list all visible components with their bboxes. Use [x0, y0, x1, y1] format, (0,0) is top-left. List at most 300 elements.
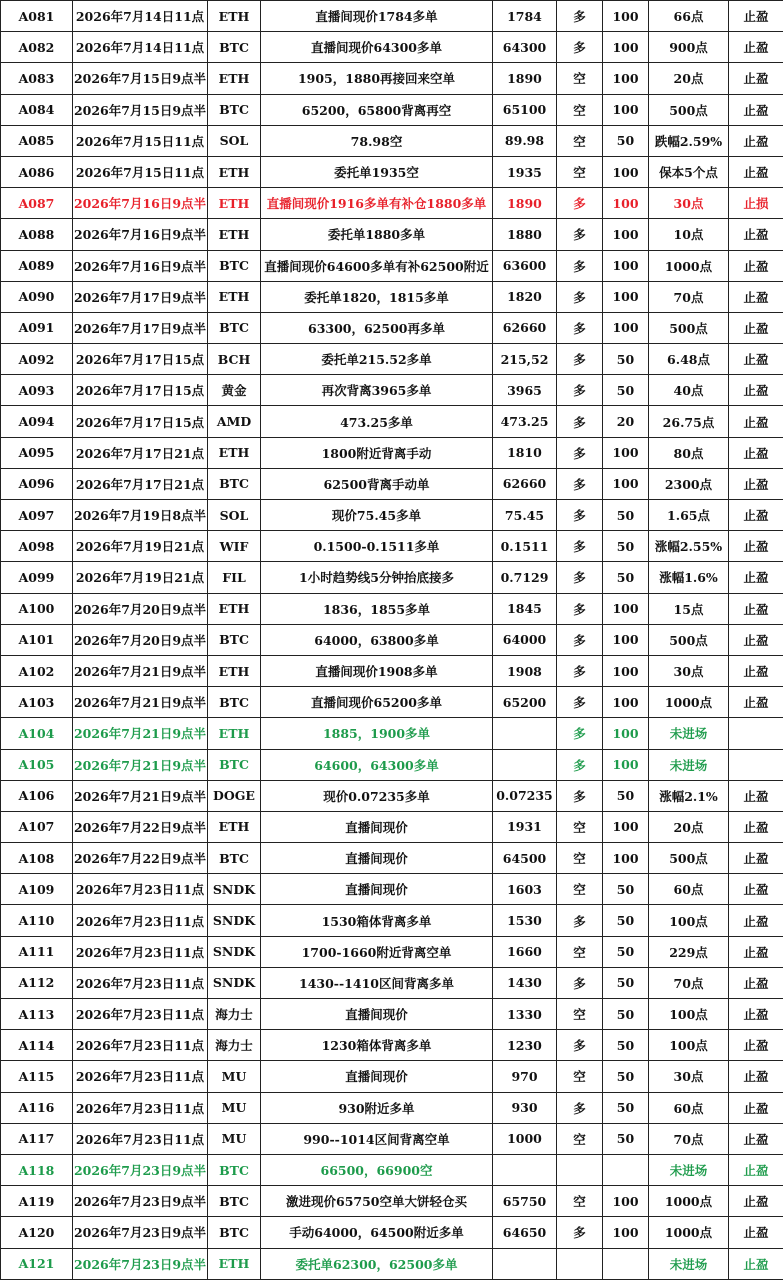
trade-result-cell: 66点: [649, 1, 729, 32]
table-row: [1, 156, 783, 187]
trade-leverage-cell: 50: [603, 936, 649, 967]
trade-price-cell: 1660: [493, 936, 557, 967]
trade-id-cell: A093: [1, 375, 73, 406]
trade-price-cell: 0.07235: [493, 780, 557, 811]
trade-time-cell: 2026年7月17日21点: [73, 437, 208, 468]
trade-id-cell: A108: [1, 843, 73, 874]
table-row: [1, 1030, 783, 1061]
trade-id-cell: A082: [1, 32, 73, 63]
trade-status-cell: 止盈: [729, 1186, 783, 1217]
trade-status-cell: 止盈: [729, 687, 783, 718]
table-row: [1, 437, 783, 468]
trade-result-cell: 6.48点: [649, 344, 729, 375]
trade-symbol-cell: ETH: [208, 188, 261, 219]
trade-leverage-cell: 100: [603, 219, 649, 250]
trade-time-cell: 2026年7月23日9点半: [73, 1154, 208, 1185]
trade-result-cell: 30点: [649, 188, 729, 219]
trade-note-cell: 直播间现价: [261, 843, 493, 874]
trade-status-cell: 止盈: [729, 281, 783, 312]
trade-side-cell: 多: [557, 437, 603, 468]
trade-symbol-cell: SOL: [208, 125, 261, 156]
trade-note-cell: 直播间现价: [261, 1061, 493, 1092]
trade-symbol-cell: BTC: [208, 94, 261, 125]
trade-note-cell: 1905，1880再接回来空单: [261, 63, 493, 94]
trade-note-cell: 1885，1900多单: [261, 718, 493, 749]
trade-status-cell: 止盈: [729, 500, 783, 531]
trade-side-cell: 空: [557, 999, 603, 1030]
table-row: [1, 936, 783, 967]
trade-symbol-cell: ETH: [208, 811, 261, 842]
trade-id-cell: A107: [1, 811, 73, 842]
trade-leverage-cell: 100: [603, 156, 649, 187]
trade-status-cell: 止盈: [729, 1123, 783, 1154]
table-row: [1, 1186, 783, 1217]
table-row: [1, 312, 783, 343]
table-row: [1, 687, 783, 718]
trade-note-cell: 1230箱体背离多单: [261, 1030, 493, 1061]
trade-result-cell: 2300点: [649, 468, 729, 499]
trade-note-cell: 委托单215.52多单: [261, 344, 493, 375]
trade-symbol-cell: SNDK: [208, 967, 261, 998]
trade-side-cell: 多: [557, 500, 603, 531]
table-row: [1, 593, 783, 624]
trade-side-cell: 多: [557, 780, 603, 811]
trade-result-cell: 70点: [649, 281, 729, 312]
table-row: [1, 219, 783, 250]
trade-price-cell: [493, 718, 557, 749]
trade-time-cell: 2026年7月20日9点半: [73, 593, 208, 624]
trade-status-cell: 止盈: [729, 655, 783, 686]
trade-leverage-cell: 50: [603, 780, 649, 811]
trade-time-cell: 2026年7月23日9点半: [73, 1186, 208, 1217]
trade-symbol-cell: ETH: [208, 718, 261, 749]
trade-leverage-cell: [603, 1154, 649, 1185]
trade-price-cell: 64300: [493, 32, 557, 63]
trade-leverage-cell: 50: [603, 531, 649, 562]
trade-symbol-cell: 海力士: [208, 1030, 261, 1061]
table-row: [1, 468, 783, 499]
trade-id-cell: A104: [1, 718, 73, 749]
trade-status-cell: 止盈: [729, 250, 783, 281]
trade-note-cell: 1530箱体背离多单: [261, 905, 493, 936]
table-row: [1, 344, 783, 375]
trade-time-cell: 2026年7月19日21点: [73, 531, 208, 562]
trade-leverage-cell: [603, 1248, 649, 1279]
trade-status-cell: 止盈: [729, 1248, 783, 1279]
trade-price-cell: 62660: [493, 468, 557, 499]
trade-result-cell: 15点: [649, 593, 729, 624]
table-row: [1, 874, 783, 905]
trade-status-cell: 止盈: [729, 843, 783, 874]
trade-price-cell: 65100: [493, 94, 557, 125]
trade-leverage-cell: 100: [603, 593, 649, 624]
trade-time-cell: 2026年7月15日11点: [73, 156, 208, 187]
trade-id-cell: A111: [1, 936, 73, 967]
trade-price-cell: 1935: [493, 156, 557, 187]
trade-status-cell: 止盈: [729, 1092, 783, 1123]
trade-id-cell: A083: [1, 63, 73, 94]
trade-symbol-cell: BTC: [208, 312, 261, 343]
trade-time-cell: 2026年7月17日15点: [73, 406, 208, 437]
trade-symbol-cell: ETH: [208, 281, 261, 312]
trade-id-cell: A081: [1, 1, 73, 32]
trade-side-cell: 空: [557, 811, 603, 842]
trade-symbol-cell: AMD: [208, 406, 261, 437]
trade-note-cell: 930附近多单: [261, 1092, 493, 1123]
trade-note-cell: 78.98空: [261, 125, 493, 156]
trade-side-cell: 空: [557, 63, 603, 94]
trade-side-cell: [557, 1154, 603, 1185]
trade-price-cell: [493, 1154, 557, 1185]
trade-id-cell: A115: [1, 1061, 73, 1092]
trade-side-cell: 多: [557, 312, 603, 343]
trade-id-cell: A119: [1, 1186, 73, 1217]
trade-note-cell: 62500背离手动单: [261, 468, 493, 499]
trade-leverage-cell: 100: [603, 32, 649, 63]
trade-id-cell: A091: [1, 312, 73, 343]
trade-note-cell: 990--1014区间背离空单: [261, 1123, 493, 1154]
trade-symbol-cell: BTC: [208, 468, 261, 499]
trade-symbol-cell: MU: [208, 1092, 261, 1123]
trade-note-cell: 1836，1855多单: [261, 593, 493, 624]
trade-side-cell: 多: [557, 655, 603, 686]
trade-symbol-cell: ETH: [208, 1248, 261, 1279]
trade-side-cell: 空: [557, 1061, 603, 1092]
trade-leverage-cell: 100: [603, 843, 649, 874]
trade-price-cell: 65200: [493, 687, 557, 718]
trade-time-cell: 2026年7月21日9点半: [73, 718, 208, 749]
table-row: [1, 63, 783, 94]
trade-result-cell: 60点: [649, 1092, 729, 1123]
trade-price-cell: 1880: [493, 219, 557, 250]
trade-symbol-cell: BTC: [208, 624, 261, 655]
trade-result-cell: 70点: [649, 1123, 729, 1154]
trade-result-cell: 500点: [649, 843, 729, 874]
trade-result-cell: 未进场: [649, 1248, 729, 1279]
trade-time-cell: 2026年7月20日9点半: [73, 624, 208, 655]
trade-result-cell: 1000点: [649, 687, 729, 718]
trade-side-cell: 空: [557, 874, 603, 905]
trade-status-cell: 止盈: [729, 1, 783, 32]
trade-symbol-cell: ETH: [208, 156, 261, 187]
table-row: [1, 406, 783, 437]
trade-id-cell: A121: [1, 1248, 73, 1279]
table-row: [1, 500, 783, 531]
trade-price-cell: 64650: [493, 1217, 557, 1248]
table-row: [1, 562, 783, 593]
trade-symbol-cell: ETH: [208, 437, 261, 468]
trade-id-cell: A098: [1, 531, 73, 562]
trade-status-cell: 止盈: [729, 32, 783, 63]
trade-side-cell: 多: [557, 219, 603, 250]
trade-status-cell: 止盈: [729, 312, 783, 343]
trade-price-cell: [493, 749, 557, 780]
trade-result-cell: 500点: [649, 312, 729, 343]
trade-price-cell: 930: [493, 1092, 557, 1123]
trade-side-cell: 多: [557, 1217, 603, 1248]
trade-status-cell: 止盈: [729, 780, 783, 811]
table-row: [1, 32, 783, 63]
trade-result-cell: 30点: [649, 655, 729, 686]
trade-time-cell: 2026年7月21日9点半: [73, 687, 208, 718]
trade-symbol-cell: ETH: [208, 219, 261, 250]
trade-price-cell: 1430: [493, 967, 557, 998]
trade-status-cell: 止盈: [729, 967, 783, 998]
trade-side-cell: 空: [557, 125, 603, 156]
trade-time-cell: 2026年7月17日15点: [73, 375, 208, 406]
trade-leverage-cell: 50: [603, 1030, 649, 1061]
trade-time-cell: 2026年7月23日11点: [73, 1123, 208, 1154]
trade-note-cell: 现价75.45多单: [261, 500, 493, 531]
trade-time-cell: 2026年7月15日9点半: [73, 63, 208, 94]
trade-symbol-cell: BTC: [208, 1186, 261, 1217]
trade-status-cell: 止盈: [729, 375, 783, 406]
trade-status-cell: 止盈: [729, 936, 783, 967]
trade-side-cell: 多: [557, 188, 603, 219]
trade-side-cell: 空: [557, 156, 603, 187]
trade-symbol-cell: BTC: [208, 250, 261, 281]
trade-leverage-cell: 100: [603, 94, 649, 125]
trade-result-cell: 未进场: [649, 718, 729, 749]
table-row: [1, 999, 783, 1030]
trade-time-cell: 2026年7月15日11点: [73, 125, 208, 156]
trade-leverage-cell: 50: [603, 874, 649, 905]
trade-id-cell: A100: [1, 593, 73, 624]
trade-id-cell: A094: [1, 406, 73, 437]
trade-time-cell: 2026年7月23日11点: [73, 905, 208, 936]
trade-result-cell: 未进场: [649, 749, 729, 780]
trade-id-cell: A085: [1, 125, 73, 156]
table-row: [1, 843, 783, 874]
trade-price-cell: 1908: [493, 655, 557, 686]
trade-result-cell: 500点: [649, 624, 729, 655]
trade-id-cell: A116: [1, 1092, 73, 1123]
trade-price-cell: 1890: [493, 63, 557, 94]
trade-symbol-cell: SNDK: [208, 905, 261, 936]
trade-note-cell: 委托单1880多单: [261, 219, 493, 250]
trade-leverage-cell: 100: [603, 312, 649, 343]
table-row: [1, 1248, 783, 1279]
trade-side-cell: 多: [557, 687, 603, 718]
trade-leverage-cell: 100: [603, 63, 649, 94]
trade-result-cell: 100点: [649, 1030, 729, 1061]
trade-note-cell: 激进现价65750空单大饼轻仓买: [261, 1186, 493, 1217]
trade-symbol-cell: WIF: [208, 531, 261, 562]
trade-side-cell: 多: [557, 749, 603, 780]
trade-result-cell: 100点: [649, 999, 729, 1030]
trade-price-cell: 89.98: [493, 125, 557, 156]
trade-side-cell: 多: [557, 281, 603, 312]
trade-leverage-cell: 50: [603, 1061, 649, 1092]
trade-leverage-cell: 100: [603, 188, 649, 219]
trade-note-cell: 63300，62500再多单: [261, 312, 493, 343]
trade-status-cell: 止盈: [729, 999, 783, 1030]
trade-status-cell: 止盈: [729, 531, 783, 562]
trade-result-cell: 60点: [649, 874, 729, 905]
trade-side-cell: 多: [557, 593, 603, 624]
trade-leverage-cell: 100: [603, 655, 649, 686]
trade-symbol-cell: 黄金: [208, 375, 261, 406]
trade-note-cell: 直播间现价: [261, 811, 493, 842]
trade-price-cell: 1530: [493, 905, 557, 936]
table-row: [1, 1154, 783, 1185]
trade-note-cell: 473.25多单: [261, 406, 493, 437]
trade-time-cell: 2026年7月16日9点半: [73, 188, 208, 219]
trade-leverage-cell: 20: [603, 406, 649, 437]
trade-result-cell: 20点: [649, 811, 729, 842]
trade-time-cell: 2026年7月23日11点: [73, 1030, 208, 1061]
trade-price-cell: 63600: [493, 250, 557, 281]
trade-price-cell: 65750: [493, 1186, 557, 1217]
trade-status-cell: 止盈: [729, 1030, 783, 1061]
trade-status-cell: [729, 718, 783, 749]
trade-note-cell: 64600，64300多单: [261, 749, 493, 780]
trade-note-cell: 1小时趋势线5分钟抬底接多: [261, 562, 493, 593]
trade-leverage-cell: 50: [603, 344, 649, 375]
trade-status-cell: 止盈: [729, 94, 783, 125]
trade-leverage-cell: 50: [603, 1123, 649, 1154]
trade-symbol-cell: MU: [208, 1061, 261, 1092]
trade-status-cell: 止盈: [729, 468, 783, 499]
table-row: [1, 905, 783, 936]
trade-result-cell: 70点: [649, 967, 729, 998]
table-row: [1, 655, 783, 686]
table-row: [1, 250, 783, 281]
trade-side-cell: 空: [557, 936, 603, 967]
trade-price-cell: 3965: [493, 375, 557, 406]
table-row: [1, 188, 783, 219]
trade-note-cell: 66500，66900空: [261, 1154, 493, 1185]
trade-side-cell: 多: [557, 32, 603, 63]
trade-note-cell: 0.1500-0.1511多单: [261, 531, 493, 562]
trade-side-cell: 空: [557, 843, 603, 874]
trade-symbol-cell: SOL: [208, 500, 261, 531]
trade-side-cell: 多: [557, 967, 603, 998]
trade-symbol-cell: 海力士: [208, 999, 261, 1030]
trade-time-cell: 2026年7月21日9点半: [73, 780, 208, 811]
trade-id-cell: A118: [1, 1154, 73, 1185]
trade-id-cell: A120: [1, 1217, 73, 1248]
trade-leverage-cell: 100: [603, 624, 649, 655]
trade-id-cell: A113: [1, 999, 73, 1030]
trade-price-cell: 1845: [493, 593, 557, 624]
trade-side-cell: 多: [557, 624, 603, 655]
trade-side-cell: 空: [557, 1123, 603, 1154]
trade-result-cell: 1000点: [649, 250, 729, 281]
trade-price-cell: 1890: [493, 188, 557, 219]
trade-id-cell: A099: [1, 562, 73, 593]
table-row: [1, 375, 783, 406]
trade-time-cell: 2026年7月23日11点: [73, 874, 208, 905]
trade-id-cell: A084: [1, 94, 73, 125]
trade-leverage-cell: 100: [603, 718, 649, 749]
trade-price-cell: 0.1511: [493, 531, 557, 562]
trade-note-cell: 直播间现价64600多单有补62500附近: [261, 250, 493, 281]
trade-leverage-cell: 50: [603, 905, 649, 936]
trade-result-cell: 100点: [649, 905, 729, 936]
trade-price-cell: 0.7129: [493, 562, 557, 593]
trade-side-cell: 多: [557, 905, 603, 936]
trade-note-cell: 1800附近背离手动: [261, 437, 493, 468]
trade-price-cell: 1810: [493, 437, 557, 468]
trade-time-cell: 2026年7月23日11点: [73, 1061, 208, 1092]
trade-leverage-cell: 50: [603, 500, 649, 531]
trade-symbol-cell: FIL: [208, 562, 261, 593]
trade-result-cell: 80点: [649, 437, 729, 468]
trade-result-cell: 保本5个点: [649, 156, 729, 187]
table-row: [1, 1061, 783, 1092]
table-row: [1, 1123, 783, 1154]
trade-time-cell: 2026年7月23日9点半: [73, 1248, 208, 1279]
table-row: [1, 624, 783, 655]
trade-side-cell: 空: [557, 94, 603, 125]
trade-id-cell: A090: [1, 281, 73, 312]
trade-note-cell: 直播间现价1908多单: [261, 655, 493, 686]
table-row: [1, 94, 783, 125]
table-row: [1, 125, 783, 156]
trade-leverage-cell: 100: [603, 437, 649, 468]
trade-note-cell: 65200，65800背离再空: [261, 94, 493, 125]
table-row: [1, 749, 783, 780]
trade-time-cell: 2026年7月21日9点半: [73, 749, 208, 780]
trade-result-cell: 900点: [649, 32, 729, 63]
trade-symbol-cell: ETH: [208, 1, 261, 32]
trade-symbol-cell: BCH: [208, 344, 261, 375]
trade-time-cell: 2026年7月19日8点半: [73, 500, 208, 531]
trade-symbol-cell: MU: [208, 1123, 261, 1154]
trade-leverage-cell: 100: [603, 749, 649, 780]
trade-side-cell: 多: [557, 375, 603, 406]
trade-side-cell: [557, 1248, 603, 1279]
trade-status-cell: 止盈: [729, 156, 783, 187]
table-row: [1, 1092, 783, 1123]
trade-time-cell: 2026年7月23日11点: [73, 1092, 208, 1123]
trade-symbol-cell: SNDK: [208, 874, 261, 905]
trade-side-cell: 多: [557, 1, 603, 32]
trade-symbol-cell: DOGE: [208, 780, 261, 811]
trade-note-cell: 1700-1660附近背离空单: [261, 936, 493, 967]
trade-side-cell: 多: [557, 718, 603, 749]
trade-time-cell: 2026年7月14日11点: [73, 32, 208, 63]
trade-note-cell: 直播间现价: [261, 874, 493, 905]
trade-status-cell: 止盈: [729, 1061, 783, 1092]
trade-id-cell: A117: [1, 1123, 73, 1154]
trade-result-cell: 涨幅2.55%: [649, 531, 729, 562]
trade-id-cell: A114: [1, 1030, 73, 1061]
trade-result-cell: 涨幅2.1%: [649, 780, 729, 811]
trade-id-cell: A102: [1, 655, 73, 686]
trade-note-cell: 再次背离3965多单: [261, 375, 493, 406]
trade-note-cell: 直播间现价1916多单有补仓1880多单: [261, 188, 493, 219]
trade-price-cell: 64000: [493, 624, 557, 655]
trade-side-cell: 多: [557, 344, 603, 375]
trade-time-cell: 2026年7月16日9点半: [73, 219, 208, 250]
trade-leverage-cell: 50: [603, 375, 649, 406]
trade-status-cell: 止盈: [729, 219, 783, 250]
trade-leverage-cell: 50: [603, 967, 649, 998]
trade-status-cell: 止盈: [729, 811, 783, 842]
trade-side-cell: 多: [557, 468, 603, 499]
trade-time-cell: 2026年7月17日9点半: [73, 312, 208, 343]
table-row: [1, 967, 783, 998]
trade-result-cell: 26.75点: [649, 406, 729, 437]
trade-id-cell: A112: [1, 967, 73, 998]
trade-leverage-cell: 100: [603, 1217, 649, 1248]
trade-result-cell: 20点: [649, 63, 729, 94]
trade-time-cell: 2026年7月22日9点半: [73, 843, 208, 874]
trade-leverage-cell: 100: [603, 687, 649, 718]
trade-time-cell: 2026年7月22日9点半: [73, 811, 208, 842]
